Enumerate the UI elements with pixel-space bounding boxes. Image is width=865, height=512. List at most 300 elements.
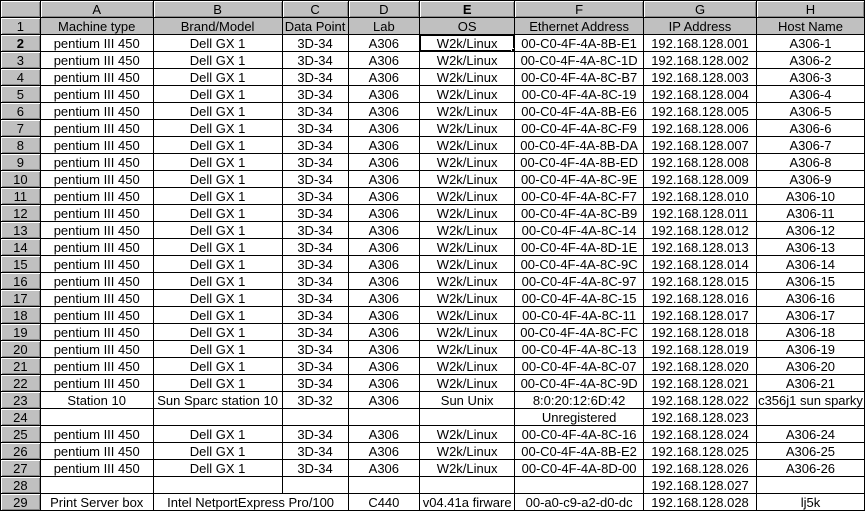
row-header-24[interactable]: [1, 409, 41, 426]
cell-h17[interactable]: [756, 290, 864, 307]
cell-g6[interactable]: [644, 103, 757, 120]
cell-e16[interactable]: [420, 273, 515, 290]
cell-f6[interactable]: [515, 103, 644, 120]
cell-g14[interactable]: [644, 239, 757, 256]
cell-text: Dell GX 1: [189, 154, 246, 170]
cell-text: A306-1: [789, 35, 832, 51]
cell-h25[interactable]: [756, 426, 864, 443]
cell-h15[interactable]: [756, 256, 864, 273]
cell-c20[interactable]: [282, 341, 348, 358]
cell-d23[interactable]: [348, 392, 420, 409]
cell-h20[interactable]: [756, 341, 864, 358]
cell-f29[interactable]: [515, 494, 644, 511]
cell-f4[interactable]: [515, 69, 644, 86]
row-header-12[interactable]: [1, 205, 41, 222]
cell-c1[interactable]: [282, 18, 348, 35]
cell-d9[interactable]: [348, 154, 420, 171]
row-header-25[interactable]: [1, 426, 41, 443]
cell-text: A306-21: [785, 375, 836, 391]
cell-h19[interactable]: [756, 324, 864, 341]
cell-b3[interactable]: [153, 52, 282, 69]
cell-e18[interactable]: [420, 307, 515, 324]
cell-g11[interactable]: [644, 188, 757, 205]
cell-a15[interactable]: [40, 256, 153, 273]
cell-h14[interactable]: [756, 239, 864, 256]
cell-f12[interactable]: [515, 205, 644, 222]
cell-a2[interactable]: [40, 35, 153, 52]
column-header-g[interactable]: [644, 1, 757, 18]
cell-h10[interactable]: [756, 171, 864, 188]
row-header-16[interactable]: [1, 273, 41, 290]
cell-b28[interactable]: [153, 477, 282, 494]
cell-f22[interactable]: [515, 375, 644, 392]
cell-f10[interactable]: [515, 171, 644, 188]
cell-a14[interactable]: [40, 239, 153, 256]
cell-g4[interactable]: [644, 69, 757, 86]
cell-f24[interactable]: [515, 409, 644, 426]
cell-a19[interactable]: [40, 324, 153, 341]
cell-a25[interactable]: [40, 426, 153, 443]
cell-c2[interactable]: [282, 35, 348, 52]
cell-f16[interactable]: [515, 273, 644, 290]
cell-g25[interactable]: [644, 426, 757, 443]
cell-d22[interactable]: [348, 375, 420, 392]
cell-c16[interactable]: [282, 273, 348, 290]
cell-c15[interactable]: [282, 256, 348, 273]
cell-c12[interactable]: [282, 205, 348, 222]
cell-d1[interactable]: [348, 18, 420, 35]
cell-a27[interactable]: [40, 460, 153, 477]
row-header-4[interactable]: [1, 69, 41, 86]
cell-d26[interactable]: [348, 443, 420, 460]
cell-d5[interactable]: [348, 86, 420, 103]
row-number: 20: [13, 341, 28, 357]
cell-f23[interactable]: [515, 392, 644, 409]
cell-g23[interactable]: [644, 392, 757, 409]
column-header-e[interactable]: [420, 1, 515, 18]
cell-a24[interactable]: [40, 409, 153, 426]
cell-b1[interactable]: [153, 18, 282, 35]
row-header-27[interactable]: [1, 460, 41, 477]
cell-e28[interactable]: [420, 477, 515, 494]
cell-e15[interactable]: [420, 256, 515, 273]
row-header-3[interactable]: [1, 52, 41, 69]
cell-d12[interactable]: [348, 205, 420, 222]
cell-h8[interactable]: [756, 137, 864, 154]
cell-c23[interactable]: [282, 392, 348, 409]
cell-f21[interactable]: [515, 358, 644, 375]
cell-c4[interactable]: [282, 69, 348, 86]
cell-h21[interactable]: [756, 358, 864, 375]
cell-c18[interactable]: [282, 307, 348, 324]
cell-f18[interactable]: [515, 307, 644, 324]
cell-d29[interactable]: [348, 494, 420, 511]
cell-b25[interactable]: [153, 426, 282, 443]
cell-g2[interactable]: [644, 35, 757, 52]
cell-a12[interactable]: [40, 205, 153, 222]
cell-f8[interactable]: [515, 137, 644, 154]
cell-c22[interactable]: [282, 375, 348, 392]
cell-text: W2k/Linux: [436, 256, 498, 272]
cell-a4[interactable]: [40, 69, 153, 86]
row-header-10[interactable]: [1, 171, 41, 188]
cell-g17[interactable]: [644, 290, 757, 307]
cell-d6[interactable]: [348, 103, 420, 120]
cell-g7[interactable]: [644, 120, 757, 137]
cell-h22[interactable]: [756, 375, 864, 392]
cell-e17[interactable]: [420, 290, 515, 307]
cell-f5[interactable]: [515, 86, 644, 103]
cell-e19[interactable]: [420, 324, 515, 341]
cell-d27[interactable]: [348, 460, 420, 477]
cell-h6[interactable]: [756, 103, 864, 120]
cell-text: A306: [368, 86, 400, 102]
row-header-5[interactable]: [1, 86, 41, 103]
cell-c9[interactable]: [282, 154, 348, 171]
cell-text: 3D-34: [297, 103, 333, 119]
cell-d21[interactable]: [348, 358, 420, 375]
cell-text: W2k/Linux: [436, 69, 498, 85]
row-header-6[interactable]: [1, 103, 41, 120]
cell-f17[interactable]: [515, 290, 644, 307]
cell-a11[interactable]: [40, 188, 153, 205]
cell-a3[interactable]: [40, 52, 153, 69]
cell-b9[interactable]: [153, 154, 282, 171]
cell-f25[interactable]: [515, 426, 644, 443]
cell-f14[interactable]: [515, 239, 644, 256]
cell-h12[interactable]: [756, 205, 864, 222]
cell-f1[interactable]: [515, 18, 644, 35]
cell-e9[interactable]: [420, 154, 515, 171]
row-header-26[interactable]: [1, 443, 41, 460]
cell-text: pentium III 450: [53, 256, 140, 272]
cell-text: 3D-34: [297, 86, 333, 102]
cell-g26[interactable]: [644, 443, 757, 460]
fill-handle[interactable]: [511, 48, 515, 52]
cell-b22[interactable]: [153, 375, 282, 392]
cell-h5[interactable]: [756, 86, 864, 103]
cell-d2[interactable]: [348, 35, 420, 52]
cell-b13[interactable]: [153, 222, 282, 239]
cell-d16[interactable]: [348, 273, 420, 290]
cell-text: 192.168.128.019: [651, 341, 749, 357]
cell-e29[interactable]: [420, 494, 515, 511]
cell-e7[interactable]: [420, 120, 515, 137]
cell-d13[interactable]: [348, 222, 420, 239]
cell-e25[interactable]: [420, 426, 515, 443]
row-header-17[interactable]: [1, 290, 41, 307]
cell-g27[interactable]: [644, 460, 757, 477]
cell-a21[interactable]: [40, 358, 153, 375]
cell-d8[interactable]: [348, 137, 420, 154]
cell-c8[interactable]: [282, 137, 348, 154]
row-header-29[interactable]: [1, 494, 41, 511]
cell-h16[interactable]: [756, 273, 864, 290]
cell-f28[interactable]: [515, 477, 644, 494]
column-header-c[interactable]: [282, 1, 348, 18]
cell-h13[interactable]: [756, 222, 864, 239]
cell-a13[interactable]: [40, 222, 153, 239]
cell-c17[interactable]: [282, 290, 348, 307]
row-header-19[interactable]: [1, 324, 41, 341]
row-header-14[interactable]: [1, 239, 41, 256]
cell-text: pentium III 450: [53, 426, 140, 442]
cell-g1[interactable]: [644, 18, 757, 35]
cell-text: 192.168.128.011: [651, 205, 749, 221]
row-3: [1, 52, 865, 69]
cell-b10[interactable]: [153, 171, 282, 188]
row-header-9[interactable]: [1, 154, 41, 171]
cell-g22[interactable]: [644, 375, 757, 392]
cell-text: 3D-34: [297, 35, 333, 51]
cell-h26[interactable]: [756, 443, 864, 460]
cell-c7[interactable]: [282, 120, 348, 137]
cell-a26[interactable]: [40, 443, 153, 460]
cell-f26[interactable]: [515, 443, 644, 460]
column-header-d[interactable]: [348, 1, 420, 18]
cell-h7[interactable]: [756, 120, 864, 137]
cell-a23[interactable]: [40, 392, 153, 409]
cell-f3[interactable]: [515, 52, 644, 69]
cell-f13[interactable]: [515, 222, 644, 239]
cell-c19[interactable]: [282, 324, 348, 341]
cell-text: c356j1 sun sparky: [758, 392, 863, 408]
cell-a20[interactable]: [40, 341, 153, 358]
cell-h4[interactable]: [756, 69, 864, 86]
cell-b15[interactable]: [153, 256, 282, 273]
cell-d14[interactable]: [348, 239, 420, 256]
cell-a29[interactable]: [40, 494, 153, 511]
cell-c25[interactable]: [282, 426, 348, 443]
row-header-11[interactable]: [1, 188, 41, 205]
cell-g20[interactable]: [644, 341, 757, 358]
cell-g29[interactable]: [644, 494, 757, 511]
cell-c6[interactable]: [282, 103, 348, 120]
cell-a18[interactable]: [40, 307, 153, 324]
cell-f27[interactable]: [515, 460, 644, 477]
cell-h24[interactable]: [756, 409, 864, 426]
row-number: 7: [16, 120, 24, 136]
cell-e3[interactable]: [420, 52, 515, 69]
column-header-a[interactable]: [40, 1, 153, 18]
cell-c26[interactable]: [282, 443, 348, 460]
cell-b5[interactable]: [153, 86, 282, 103]
cell-d28[interactable]: [348, 477, 420, 494]
column-header-b[interactable]: [153, 1, 282, 18]
cell-e8[interactable]: [420, 137, 515, 154]
cell-h23[interactable]: [756, 392, 864, 409]
cell-text: W2k/Linux: [436, 120, 498, 136]
cell-b24[interactable]: [153, 409, 282, 426]
cell-h1[interactable]: [756, 18, 864, 35]
cell-e21[interactable]: [420, 358, 515, 375]
cell-g8[interactable]: [644, 137, 757, 154]
cell-text: pentium III 450: [53, 324, 140, 340]
cell-c14[interactable]: [282, 239, 348, 256]
row-number: 24: [13, 409, 28, 425]
select-all-corner[interactable]: [1, 1, 41, 18]
cell-d3[interactable]: [348, 52, 420, 69]
column-header-f[interactable]: [515, 1, 644, 18]
cell-b4[interactable]: [153, 69, 282, 86]
row-header-7[interactable]: [1, 120, 41, 137]
cell-c13[interactable]: [282, 222, 348, 239]
row-2: [1, 35, 865, 52]
cell-g5[interactable]: [644, 86, 757, 103]
cell-a10[interactable]: [40, 171, 153, 188]
cell-b8[interactable]: [153, 137, 282, 154]
cell-text: A306-16: [785, 290, 836, 306]
cell-d15[interactable]: [348, 256, 420, 273]
cell-e4[interactable]: [420, 69, 515, 86]
cell-a8[interactable]: [40, 137, 153, 154]
cell-g13[interactable]: [644, 222, 757, 239]
cell-b11[interactable]: [153, 188, 282, 205]
cell-c11[interactable]: [282, 188, 348, 205]
cell-e11[interactable]: [420, 188, 515, 205]
cell-d4[interactable]: [348, 69, 420, 86]
column-header-h[interactable]: [756, 1, 864, 18]
cell-h27[interactable]: [756, 460, 864, 477]
cell-e2[interactable]: [420, 35, 515, 52]
cell-g19[interactable]: [644, 324, 757, 341]
cell-g15[interactable]: [644, 256, 757, 273]
cell-g28[interactable]: [644, 477, 757, 494]
cell-e6[interactable]: [420, 103, 515, 120]
row-header-2[interactable]: [1, 35, 41, 52]
cell-d18[interactable]: [348, 307, 420, 324]
cell-b21[interactable]: [153, 358, 282, 375]
row-header-21[interactable]: [1, 358, 41, 375]
cell-a7[interactable]: [40, 120, 153, 137]
cell-d10[interactable]: [348, 171, 420, 188]
cell-a9[interactable]: [40, 154, 153, 171]
cell-a22[interactable]: [40, 375, 153, 392]
cell-a17[interactable]: [40, 290, 153, 307]
cell-c21[interactable]: [282, 358, 348, 375]
cell-b14[interactable]: [153, 239, 282, 256]
cell-d19[interactable]: [348, 324, 420, 341]
cell-d11[interactable]: [348, 188, 420, 205]
cell-a16[interactable]: [40, 273, 153, 290]
cell-b7[interactable]: [153, 120, 282, 137]
cell-h28[interactable]: [756, 477, 864, 494]
cell-e13[interactable]: [420, 222, 515, 239]
cell-h3[interactable]: [756, 52, 864, 69]
cell-b23[interactable]: [153, 392, 282, 409]
cell-c10[interactable]: [282, 171, 348, 188]
cell-d24[interactable]: [348, 409, 420, 426]
row-header-22[interactable]: [1, 375, 41, 392]
cell-b29[interactable]: [153, 494, 348, 511]
cell-b17[interactable]: [153, 290, 282, 307]
cell-h29[interactable]: [756, 494, 864, 511]
row-header-18[interactable]: [1, 307, 41, 324]
row-header-28[interactable]: [1, 477, 41, 494]
cell-e5[interactable]: [420, 86, 515, 103]
cell-d17[interactable]: [348, 290, 420, 307]
cell-h18[interactable]: [756, 307, 864, 324]
cell-e20[interactable]: [420, 341, 515, 358]
cell-e26[interactable]: [420, 443, 515, 460]
cell-b19[interactable]: [153, 324, 282, 341]
cell-b12[interactable]: [153, 205, 282, 222]
cell-text: 192.168.128.010: [651, 188, 749, 204]
cell-text: A306-18: [785, 324, 836, 340]
cell-g21[interactable]: [644, 358, 757, 375]
cell-f19[interactable]: [515, 324, 644, 341]
row-header-15[interactable]: [1, 256, 41, 273]
cell-f9[interactable]: [515, 154, 644, 171]
cell-d7[interactable]: [348, 120, 420, 137]
cell-a6[interactable]: [40, 103, 153, 120]
row-header-23[interactable]: [1, 392, 41, 409]
cell-c28[interactable]: [282, 477, 348, 494]
cell-text: 192.168.128.008: [651, 154, 749, 170]
row-header-1[interactable]: [1, 18, 41, 35]
cell-g24[interactable]: [644, 409, 757, 426]
row-header-8[interactable]: [1, 137, 41, 154]
cell-g18[interactable]: [644, 307, 757, 324]
cell-b20[interactable]: [153, 341, 282, 358]
cell-b26[interactable]: [153, 443, 282, 460]
cell-e27[interactable]: [420, 460, 515, 477]
cell-c27[interactable]: [282, 460, 348, 477]
cell-c24[interactable]: [282, 409, 348, 426]
cell-f7[interactable]: [515, 120, 644, 137]
cell-f20[interactable]: [515, 341, 644, 358]
cell-e24[interactable]: [420, 409, 515, 426]
cell-h2[interactable]: [756, 35, 864, 52]
cell-text: Ethernet Address: [529, 18, 629, 34]
cell-b6[interactable]: [153, 103, 282, 120]
row-header-13[interactable]: [1, 222, 41, 239]
cell-a28[interactable]: [40, 477, 153, 494]
cell-b16[interactable]: [153, 273, 282, 290]
cell-f11[interactable]: [515, 188, 644, 205]
cell-e1[interactable]: [420, 18, 515, 35]
cell-b2[interactable]: [153, 35, 282, 52]
cell-b18[interactable]: [153, 307, 282, 324]
cell-text: Dell GX 1: [189, 290, 246, 306]
cell-text: W2k/Linux: [436, 324, 498, 340]
cell-b27[interactable]: [153, 460, 282, 477]
cell-c5[interactable]: [282, 86, 348, 103]
cell-g16[interactable]: [644, 273, 757, 290]
cell-e12[interactable]: [420, 205, 515, 222]
cell-d20[interactable]: [348, 341, 420, 358]
cell-g9[interactable]: [644, 154, 757, 171]
cell-g12[interactable]: [644, 205, 757, 222]
cell-d25[interactable]: [348, 426, 420, 443]
cell-text: 00-C0-4F-4A-8C-13: [521, 341, 637, 357]
cell-f15[interactable]: [515, 256, 644, 273]
cell-e23[interactable]: [420, 392, 515, 409]
cell-e10[interactable]: [420, 171, 515, 188]
cell-text: A306: [368, 188, 400, 204]
cell-a5[interactable]: [40, 86, 153, 103]
cell-g3[interactable]: [644, 52, 757, 69]
cell-e22[interactable]: [420, 375, 515, 392]
cell-h9[interactable]: [756, 154, 864, 171]
cell-f2[interactable]: [515, 35, 644, 52]
cell-c3[interactable]: [282, 52, 348, 69]
cell-e14[interactable]: [420, 239, 515, 256]
cell-g10[interactable]: [644, 171, 757, 188]
row-header-20[interactable]: [1, 341, 41, 358]
cell-a1[interactable]: [40, 18, 153, 35]
cell-h11[interactable]: [756, 188, 864, 205]
